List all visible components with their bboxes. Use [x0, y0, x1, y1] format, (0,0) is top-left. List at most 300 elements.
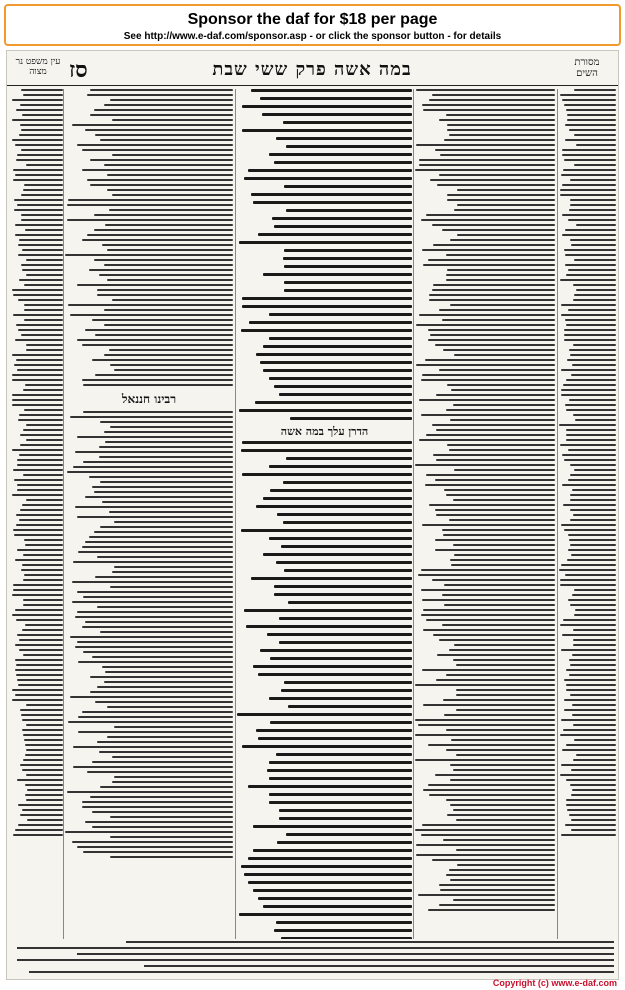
text-line	[562, 214, 616, 216]
text-line	[428, 329, 555, 331]
text-line	[560, 94, 616, 96]
text-line	[421, 834, 555, 836]
text-line	[126, 941, 614, 943]
text-line	[560, 734, 616, 736]
text-line	[453, 809, 555, 811]
text-line	[572, 714, 616, 716]
text-line	[563, 729, 616, 731]
text-line	[447, 199, 555, 201]
text-line	[20, 764, 63, 766]
text-line	[22, 769, 63, 771]
text-line	[447, 124, 555, 126]
text-line	[423, 264, 555, 266]
text-line	[21, 714, 63, 716]
text-line	[429, 299, 555, 301]
text-line	[269, 801, 413, 804]
text-line	[22, 729, 63, 731]
text-line	[67, 204, 233, 206]
text-line	[104, 164, 233, 166]
text-line	[95, 134, 233, 136]
text-line	[449, 134, 555, 136]
text-line	[241, 329, 413, 332]
text-line	[12, 404, 63, 406]
text-line	[241, 529, 413, 532]
text-line	[82, 801, 233, 803]
text-line	[24, 309, 63, 311]
text-line	[16, 674, 63, 676]
text-line	[17, 459, 63, 461]
text-line	[92, 761, 233, 763]
text-line	[286, 457, 412, 460]
text-line	[73, 766, 233, 768]
text-line	[83, 596, 233, 598]
sponsor-details: See http://www.e-daf.com/sponsor.asp - or click the sponsor button - for details	[123, 31, 502, 42]
text-line	[251, 193, 412, 196]
text-line	[446, 674, 555, 676]
text-line	[269, 537, 413, 540]
text-line	[114, 521, 233, 523]
text-line	[14, 199, 63, 201]
text-line	[281, 937, 412, 939]
text-line	[569, 659, 616, 661]
text-line	[112, 154, 233, 156]
text-line	[72, 581, 233, 583]
text-line	[94, 229, 233, 231]
text-line	[19, 239, 63, 241]
daf-number: סז	[69, 57, 88, 83]
text-line	[24, 184, 63, 186]
text-line	[242, 305, 412, 308]
text-line	[263, 553, 412, 556]
text-line	[456, 819, 555, 821]
text-line	[436, 459, 555, 461]
text-line	[110, 816, 233, 818]
text-line	[429, 99, 555, 101]
text-line	[453, 404, 555, 406]
text-line	[422, 249, 555, 251]
text-line	[269, 793, 413, 796]
tosafot-text	[65, 89, 233, 386]
text-line	[17, 464, 63, 466]
text-line	[109, 209, 233, 211]
text-line	[272, 217, 412, 220]
text-line	[15, 339, 63, 341]
text-line	[19, 454, 63, 456]
text-line	[13, 179, 63, 181]
text-line	[260, 361, 412, 364]
text-line	[456, 689, 555, 691]
text-line	[29, 971, 614, 973]
text-line	[560, 444, 616, 446]
text-line	[263, 273, 412, 276]
text-line	[25, 754, 63, 756]
text-line	[24, 539, 63, 541]
text-line	[78, 716, 233, 718]
gemara-text	[237, 89, 412, 420]
text-line	[456, 849, 555, 851]
text-line	[75, 451, 233, 453]
text-line	[77, 516, 233, 518]
text-line	[561, 389, 616, 391]
text-line	[564, 104, 616, 106]
text-line	[562, 634, 616, 636]
text-line	[451, 739, 555, 741]
text-line	[421, 614, 555, 616]
text-line	[436, 394, 555, 396]
text-line	[114, 726, 233, 728]
text-line	[100, 526, 233, 528]
text-line	[281, 545, 412, 548]
text-line	[82, 344, 233, 346]
text-line	[239, 913, 412, 916]
text-line	[110, 99, 233, 101]
text-line	[560, 579, 616, 581]
text-line	[457, 234, 555, 236]
text-line	[565, 824, 616, 826]
text-line	[573, 644, 616, 646]
text-line	[17, 549, 63, 551]
text-line	[70, 696, 233, 698]
text-line	[67, 791, 233, 793]
text-line	[284, 249, 412, 252]
text-line	[77, 436, 233, 438]
text-line	[251, 89, 412, 92]
text-line	[19, 414, 63, 416]
text-line	[451, 389, 555, 391]
text-line	[566, 689, 616, 691]
text-line	[16, 664, 63, 666]
text-line	[82, 239, 233, 241]
text-line	[263, 905, 412, 908]
text-line	[426, 474, 555, 476]
text-line	[90, 159, 233, 161]
text-line	[18, 824, 63, 826]
text-line	[419, 439, 555, 441]
sponsor-link[interactable]: Sponsor the daf for $18 per page	[187, 11, 438, 28]
text-line	[99, 274, 233, 276]
text-line	[574, 469, 616, 471]
text-line	[77, 611, 233, 613]
text-line	[97, 606, 233, 608]
text-line	[109, 349, 233, 351]
text-line	[571, 769, 616, 771]
text-line	[283, 521, 413, 524]
text-line	[77, 591, 233, 593]
text-line	[82, 806, 233, 808]
text-line	[418, 894, 555, 896]
text-line	[564, 679, 616, 681]
hadran-heading: הדרן עלך במה אשה	[280, 425, 369, 438]
text-line	[444, 604, 555, 606]
text-line	[560, 774, 616, 776]
text-line	[16, 619, 63, 621]
text-line	[450, 419, 555, 421]
text-line	[21, 219, 63, 221]
text-line	[90, 676, 233, 678]
text-line	[87, 179, 233, 181]
text-line	[12, 399, 63, 401]
text-line	[415, 169, 555, 171]
text-line	[270, 489, 412, 492]
text-line	[15, 829, 63, 831]
text-line	[241, 449, 413, 452]
text-line	[263, 369, 412, 372]
talmud-page-scan	[6, 50, 619, 980]
text-line	[422, 599, 555, 601]
text-line	[567, 119, 616, 121]
text-line	[416, 144, 555, 146]
text-line	[453, 499, 555, 501]
text-line	[453, 659, 555, 661]
text-line	[12, 139, 63, 141]
text-line	[415, 684, 555, 686]
text-line	[442, 319, 555, 321]
text-line	[95, 334, 233, 336]
text-line	[416, 324, 555, 326]
text-line	[421, 589, 555, 591]
text-line	[421, 569, 555, 571]
text-line	[112, 119, 233, 121]
text-line	[102, 501, 233, 503]
mesoret-column	[559, 89, 616, 939]
text-line	[560, 279, 616, 281]
text-line	[24, 574, 63, 576]
text-line	[14, 209, 63, 211]
text-line	[12, 494, 63, 496]
text-line	[104, 264, 233, 266]
text-line	[562, 234, 616, 236]
text-line	[568, 219, 616, 221]
text-line	[100, 481, 233, 483]
text-line	[72, 841, 233, 843]
text-line	[256, 505, 412, 508]
text-line	[105, 224, 233, 226]
text-line	[449, 649, 555, 651]
text-line	[82, 546, 233, 548]
text-line	[242, 473, 412, 476]
text-line	[566, 434, 616, 436]
text-line	[77, 339, 233, 341]
text-line	[112, 756, 233, 758]
text-line	[110, 364, 233, 366]
text-line	[17, 484, 63, 486]
text-line	[77, 846, 233, 848]
text-line	[435, 549, 555, 551]
text-line	[269, 465, 413, 468]
text-line	[24, 409, 63, 411]
text-line	[435, 539, 555, 541]
text-line	[258, 737, 412, 740]
text-line	[416, 854, 555, 856]
text-line	[576, 224, 616, 226]
text-line	[561, 369, 616, 371]
text-line	[436, 429, 555, 431]
text-line	[433, 634, 555, 636]
sponsor-banner[interactable]	[4, 4, 621, 46]
text-line	[439, 639, 555, 641]
text-line	[255, 401, 413, 404]
text-line	[443, 534, 555, 536]
text-line	[568, 549, 616, 551]
text-line	[569, 539, 616, 541]
text-line	[566, 409, 616, 411]
text-line	[102, 244, 233, 246]
text-line	[430, 179, 555, 181]
rabbeinu-chananel-text	[65, 411, 233, 858]
text-line	[446, 799, 555, 801]
text-line	[426, 214, 555, 216]
text-line	[447, 129, 555, 131]
text-line	[22, 564, 63, 566]
text-line	[573, 299, 616, 301]
text-line	[22, 269, 63, 271]
text-line	[13, 169, 63, 171]
text-line	[25, 229, 63, 231]
text-line	[249, 321, 412, 324]
column-divider	[413, 89, 414, 939]
text-line	[21, 149, 63, 151]
text-line	[423, 609, 555, 611]
text-line	[433, 454, 555, 456]
text-line	[258, 233, 412, 236]
text-line	[428, 909, 555, 911]
rabbeinu-chananel-heading: רבינו חננאל	[121, 392, 177, 406]
text-line	[15, 609, 63, 611]
text-line	[566, 439, 616, 441]
text-line	[573, 629, 616, 631]
text-line	[21, 129, 63, 131]
text-line	[90, 796, 233, 798]
text-line	[454, 644, 555, 646]
text-line	[73, 746, 233, 748]
text-line	[25, 384, 63, 386]
text-line	[73, 561, 233, 563]
text-line	[450, 779, 555, 781]
text-line	[99, 456, 233, 458]
text-line	[263, 345, 412, 348]
text-line	[92, 319, 233, 321]
text-line	[565, 229, 616, 231]
text-line	[450, 239, 555, 241]
text-line	[423, 789, 555, 791]
text-line	[576, 754, 616, 756]
text-line	[276, 137, 413, 140]
text-line	[457, 189, 555, 191]
text-line	[27, 819, 63, 821]
text-line	[421, 219, 555, 221]
text-line	[83, 651, 233, 653]
text-line	[100, 631, 233, 633]
text-line	[432, 579, 555, 581]
text-line	[253, 201, 412, 204]
text-line	[23, 759, 63, 761]
text-line	[269, 377, 413, 380]
text-line	[114, 776, 233, 778]
text-line	[281, 689, 412, 692]
text-line	[568, 599, 616, 601]
text-line	[144, 965, 614, 967]
text-line	[283, 257, 413, 260]
text-line	[561, 649, 616, 651]
text-line	[78, 551, 233, 553]
text-line	[70, 314, 233, 316]
text-line	[415, 464, 555, 466]
text-line	[112, 571, 233, 573]
text-line	[13, 834, 63, 836]
text-line	[566, 744, 616, 746]
text-line	[571, 244, 616, 246]
text-line	[425, 484, 555, 486]
text-line	[23, 579, 63, 581]
text-line	[565, 319, 616, 321]
text-line	[85, 329, 233, 331]
text-line	[565, 264, 616, 266]
text-line	[569, 349, 616, 351]
text-line	[21, 334, 63, 336]
column-divider	[63, 89, 64, 939]
text-line	[237, 713, 412, 716]
text-line	[99, 751, 233, 753]
text-line	[428, 744, 555, 746]
rashi-column	[415, 89, 555, 939]
text-line	[560, 624, 616, 626]
text-line	[269, 777, 413, 780]
text-line	[20, 104, 63, 106]
text-line	[442, 624, 555, 626]
text-line	[248, 881, 413, 884]
text-line	[453, 899, 555, 901]
text-line	[85, 621, 233, 623]
text-line	[574, 259, 616, 261]
text-line	[570, 509, 616, 511]
text-line	[435, 509, 555, 511]
text-line	[574, 164, 616, 166]
text-line	[570, 204, 616, 206]
text-line	[21, 569, 63, 571]
text-line	[14, 479, 63, 481]
text-line	[564, 699, 616, 701]
text-line	[102, 666, 233, 668]
text-line	[447, 384, 555, 386]
text-line	[15, 559, 63, 561]
tosafot-column	[65, 89, 233, 939]
text-line	[562, 484, 616, 486]
text-line	[274, 593, 412, 596]
text-line	[566, 669, 616, 671]
text-line	[269, 313, 413, 316]
text-line	[571, 829, 616, 831]
text-line	[77, 284, 233, 286]
text-line	[94, 109, 233, 111]
text-line	[288, 705, 412, 708]
text-line	[283, 481, 413, 484]
text-line	[576, 144, 616, 146]
text-line	[562, 184, 616, 186]
text-line	[279, 817, 412, 820]
text-line	[15, 644, 63, 646]
text-line	[559, 569, 616, 571]
text-line	[274, 225, 412, 228]
text-line	[82, 169, 233, 171]
text-line	[12, 449, 63, 451]
text-line	[109, 511, 233, 513]
text-line	[442, 529, 555, 531]
text-line	[437, 184, 555, 186]
text-line	[418, 724, 555, 726]
text-line	[564, 159, 616, 161]
text-line	[65, 831, 233, 833]
text-line	[415, 734, 555, 736]
